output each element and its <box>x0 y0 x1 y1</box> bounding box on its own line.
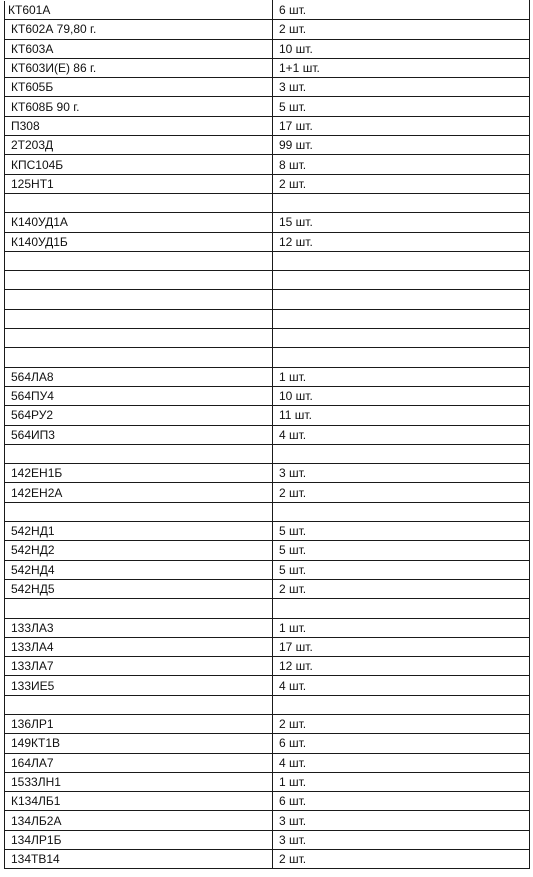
part-name-cell[interactable] <box>5 695 273 714</box>
part-name-cell[interactable]: 542НД1 <box>5 522 273 541</box>
part-name-cell[interactable]: 133ИЕ5 <box>5 676 273 695</box>
table-row <box>5 116 530 135</box>
part-name-cell[interactable] <box>5 251 273 270</box>
table-row <box>5 193 530 212</box>
quantity-cell[interactable] <box>273 193 530 212</box>
quantity-cell[interactable]: 8 шт. <box>273 155 530 174</box>
table-row <box>5 97 530 116</box>
quantity-cell[interactable]: 2 шт. <box>273 483 530 502</box>
table-row <box>5 329 530 348</box>
part-name-cell[interactable]: 142ЕН2А <box>5 483 273 502</box>
part-name-cell[interactable] <box>5 502 273 521</box>
table-row <box>5 136 530 155</box>
quantity-cell[interactable]: 17 шт. <box>273 637 530 656</box>
part-name-cell[interactable]: 134ЛБ2А <box>5 811 273 830</box>
quantity-cell[interactable]: 3 шт. <box>273 464 530 483</box>
quantity-cell[interactable] <box>273 695 530 714</box>
part-name-cell[interactable]: 136ЛР1 <box>5 714 273 733</box>
part-name-cell[interactable]: К134ЛБ1 <box>5 792 273 811</box>
quantity-cell[interactable]: 2 шт. <box>273 579 530 598</box>
quantity-cell[interactable] <box>273 444 530 463</box>
part-name-cell[interactable]: 2Т203Д <box>5 136 273 155</box>
quantity-cell[interactable]: 1 шт. <box>273 618 530 637</box>
part-name-cell[interactable] <box>5 309 273 328</box>
inventory-table <box>4 0 530 869</box>
quantity-cell[interactable] <box>273 309 530 328</box>
quantity-cell[interactable]: 5 шт. <box>273 522 530 541</box>
part-name-cell[interactable]: 564РУ2 <box>5 406 273 425</box>
quantity-cell[interactable]: 11 шт. <box>273 406 530 425</box>
part-name-cell[interactable]: К140УД1Б <box>5 232 273 251</box>
quantity-cell[interactable]: 1+1 шт. <box>273 58 530 77</box>
quantity-cell[interactable]: 12 шт. <box>273 232 530 251</box>
quantity-cell[interactable]: 2 шт. <box>273 714 530 733</box>
table-row <box>5 155 530 174</box>
part-name-cell[interactable] <box>5 193 273 212</box>
table-row <box>5 174 530 193</box>
part-name-cell[interactable]: 564ПУ4 <box>5 386 273 405</box>
quantity-cell[interactable]: 17 шт. <box>273 116 530 135</box>
inventory-table-body <box>5 1 530 869</box>
part-name-cell[interactable]: КТ608Б 90 г. <box>5 97 273 116</box>
part-name-cell[interactable] <box>5 599 273 618</box>
quantity-cell[interactable]: 5 шт. <box>273 560 530 579</box>
part-name-cell[interactable] <box>5 348 273 367</box>
part-name-cell[interactable]: 133ЛА3 <box>5 618 273 637</box>
part-name-cell[interactable]: 542НД4 <box>5 560 273 579</box>
table-row <box>5 290 530 309</box>
quantity-cell[interactable]: 3 шт. <box>273 811 530 830</box>
table-row <box>5 637 530 656</box>
part-name-cell[interactable]: 134ЛР1Б <box>5 830 273 849</box>
table-row <box>5 464 530 483</box>
table-row <box>5 560 530 579</box>
part-name-cell[interactable]: 149КТ1В <box>5 734 273 753</box>
quantity-cell[interactable]: 10 шт. <box>273 39 530 58</box>
quantity-cell[interactable] <box>273 348 530 367</box>
table-row <box>5 213 530 232</box>
table-row <box>5 58 530 77</box>
part-name-cell[interactable]: 133ЛА7 <box>5 657 273 676</box>
table-row <box>5 251 530 270</box>
table-row <box>5 599 530 618</box>
part-name-cell[interactable]: КТ601А <box>5 1 273 20</box>
quantity-cell[interactable]: 12 шт. <box>273 657 530 676</box>
table-row <box>5 406 530 425</box>
quantity-cell[interactable]: 2 шт. <box>273 20 530 39</box>
part-name-cell[interactable]: 542НД5 <box>5 579 273 598</box>
table-row <box>5 425 530 444</box>
table-row <box>5 271 530 290</box>
part-name-cell[interactable] <box>5 271 273 290</box>
quantity-cell[interactable]: 2 шт. <box>273 850 530 869</box>
part-name-cell[interactable]: КПС104Б <box>5 155 273 174</box>
part-name-cell[interactable] <box>5 290 273 309</box>
quantity-cell[interactable] <box>273 329 530 348</box>
table-row <box>5 541 530 560</box>
table-row <box>5 444 530 463</box>
part-name-cell[interactable]: 564ЛА8 <box>5 367 273 386</box>
table-row <box>5 772 530 791</box>
table-row <box>5 811 530 830</box>
quantity-cell[interactable]: 2 шт. <box>273 174 530 193</box>
table-row <box>5 657 530 676</box>
quantity-cell[interactable]: 1 шт. <box>273 772 530 791</box>
table-row <box>5 714 530 733</box>
part-name-cell[interactable]: К140УД1А <box>5 213 273 232</box>
table-row <box>5 483 530 502</box>
part-name-cell[interactable]: 142ЕН1Б <box>5 464 273 483</box>
table-row <box>5 695 530 714</box>
table-row <box>5 20 530 39</box>
table-row <box>5 753 530 772</box>
table-row <box>5 348 530 367</box>
table-row <box>5 309 530 328</box>
table-row <box>5 1 530 20</box>
table-row <box>5 386 530 405</box>
quantity-cell[interactable] <box>273 271 530 290</box>
quantity-cell[interactable] <box>273 599 530 618</box>
part-name-cell[interactable]: 164ЛА7 <box>5 753 273 772</box>
part-name-cell[interactable]: 125НТ1 <box>5 174 273 193</box>
quantity-cell[interactable]: 1 шт. <box>273 367 530 386</box>
quantity-cell[interactable]: 6 шт. <box>273 734 530 753</box>
part-name-cell[interactable]: 134ТВ14 <box>5 850 273 869</box>
quantity-cell[interactable]: 5 шт. <box>273 541 530 560</box>
part-name-cell[interactable]: КТ603А <box>5 39 273 58</box>
quantity-cell[interactable]: 6 шт. <box>273 792 530 811</box>
part-name-cell[interactable]: КТ602А 79,80 г. <box>5 20 273 39</box>
quantity-cell[interactable]: 6 шт. <box>273 1 530 20</box>
quantity-cell[interactable]: 4 шт. <box>273 753 530 772</box>
table-row <box>5 579 530 598</box>
table-row <box>5 676 530 695</box>
part-name-cell[interactable]: П308 <box>5 116 273 135</box>
table-row <box>5 734 530 753</box>
table-row <box>5 830 530 849</box>
table-row <box>5 367 530 386</box>
quantity-cell[interactable]: 4 шт. <box>273 425 530 444</box>
quantity-cell[interactable]: 10 шт. <box>273 386 530 405</box>
quantity-cell[interactable] <box>273 251 530 270</box>
part-name-cell[interactable]: 542НД2 <box>5 541 273 560</box>
quantity-cell[interactable]: 3 шт. <box>273 830 530 849</box>
quantity-cell[interactable]: 4 шт. <box>273 676 530 695</box>
part-name-cell[interactable]: 133ЛА4 <box>5 637 273 656</box>
table-row <box>5 792 530 811</box>
table-row <box>5 618 530 637</box>
table-row <box>5 78 530 97</box>
part-name-cell[interactable]: КТ603И(Е) 86 г. <box>5 58 273 77</box>
quantity-cell[interactable]: 3 шт. <box>273 78 530 97</box>
part-name-cell[interactable]: 1533ЛН1 <box>5 772 273 791</box>
quantity-cell[interactable]: 5 шт. <box>273 97 530 116</box>
quantity-cell[interactable]: 15 шт. <box>273 213 530 232</box>
quantity-cell[interactable] <box>273 290 530 309</box>
part-name-cell[interactable] <box>5 329 273 348</box>
part-name-cell[interactable]: 564ИП3 <box>5 425 273 444</box>
table-row <box>5 39 530 58</box>
table-row <box>5 232 530 251</box>
table-row <box>5 850 530 869</box>
part-name-cell[interactable]: КТ605Б <box>5 78 273 97</box>
quantity-cell[interactable] <box>273 502 530 521</box>
table-row <box>5 502 530 521</box>
quantity-cell[interactable]: 99 шт. <box>273 136 530 155</box>
part-name-cell[interactable] <box>5 444 273 463</box>
table-row <box>5 522 530 541</box>
